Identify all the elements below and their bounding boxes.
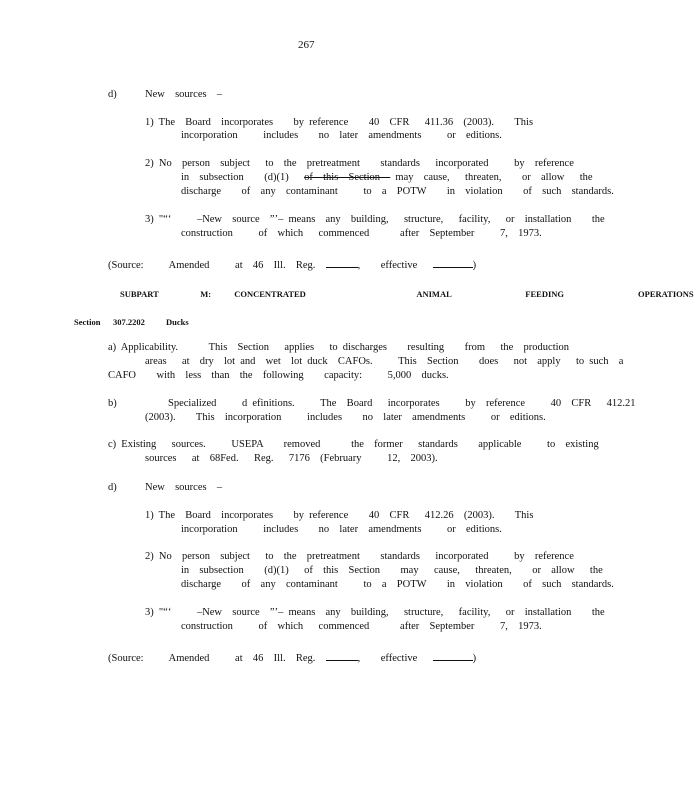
item1-line1-top: 1) The Board incorporates by reference 40 CFR 411.36 (2003). This <box>145 117 534 128</box>
source-text-a: (Source: Amended at 46 Ill. Reg. <box>108 653 326 664</box>
source-text-c: ) <box>472 260 477 271</box>
d-label: d) <box>108 482 117 493</box>
item3-line2: construction of which commenced after September 7, 1973. <box>181 621 542 632</box>
section-title: Ducks <box>166 317 189 327</box>
section-label: Section <box>74 317 101 327</box>
effective-blank <box>433 256 473 268</box>
subpart-heading: SUBPART M: CONCENTRATED ANIMAL FEEDING OPERATIONS <box>120 289 694 299</box>
source-note-top <box>108 256 476 273</box>
item2-line1-top: 2) No person subject to the pretreatment standards incorporated by reference <box>145 158 574 169</box>
d-label-top: d) <box>108 89 117 100</box>
effective-blank <box>433 649 473 661</box>
a-line3: CAFO with less than the following capacity: 5,000 ducks. <box>108 370 449 381</box>
c-line1: c) Existing sources. USEPA removed the former standards applicable to existing <box>108 439 599 450</box>
b-line2: (2003). This incorporation includes no later amendments or editions. <box>145 412 546 423</box>
source-note <box>108 649 476 666</box>
item2-line2: in subsection (d)(1) of this Section may cause, threaten, or allow the <box>181 565 603 576</box>
source-text-c: ) <box>472 653 477 664</box>
a-line2: areas at dry lot and wet lot duck CAFOs. This Section does not apply to such a <box>145 356 624 367</box>
item3-line2-top: construction of which commenced after September 7, 1973. <box>181 228 542 239</box>
d-title: New sources – <box>145 482 223 493</box>
item2-line3-top: discharge of any contaminant to a POTW in violation of such standards. <box>181 186 614 197</box>
item2-line2-text-a: in subsection (d)(1) <box>181 172 305 183</box>
item1-line2-top: incorporation includes no later amendments or editions. <box>181 130 502 141</box>
item2-line3: discharge of any contaminant to a POTW in violation of such standards. <box>181 579 614 590</box>
item1-line2: incorporation includes no later amendments or editions. <box>181 524 502 535</box>
d-title-top: New sources – <box>145 89 223 100</box>
source-text-b: , effective <box>357 653 433 664</box>
source-text-b: , effective <box>357 260 433 271</box>
section-number: 307.2202 <box>113 317 145 327</box>
register-blank <box>326 256 358 268</box>
item1-line1: 1) The Board incorporates by reference 40 CFR 412.26 (2003). This <box>145 510 534 521</box>
c-line2: sources at 68Fed. Reg. 7176 (February 12, 2003). <box>145 453 438 464</box>
register-blank <box>326 649 358 661</box>
source-text-a: (Source: Amended at 46 Ill. Reg. <box>108 260 326 271</box>
item2-line1: 2) No person subject to the pretreatment standards incorporated by reference <box>145 551 574 562</box>
item2-line2-text-b: may cause, threaten, or allow the <box>390 172 593 183</box>
item3-line1: 3) "“‘ –New source ”’– means any building, structure, facility, or installation the <box>145 607 605 618</box>
item3-line1-top: 3) "“‘ –New source ”’– means any building, structure, facility, or installation the <box>145 214 605 225</box>
a-line1: a) Applicability. This Section applies to discharges resulting from the production <box>108 342 570 353</box>
item2-line2-top <box>181 171 593 185</box>
deleted-text: of this Section <box>304 172 391 183</box>
page-number: 267 <box>298 39 315 51</box>
b-line1: b) Specialized d efinitions. The Board incorporates by reference 40 CFR 412.21 <box>108 398 636 409</box>
